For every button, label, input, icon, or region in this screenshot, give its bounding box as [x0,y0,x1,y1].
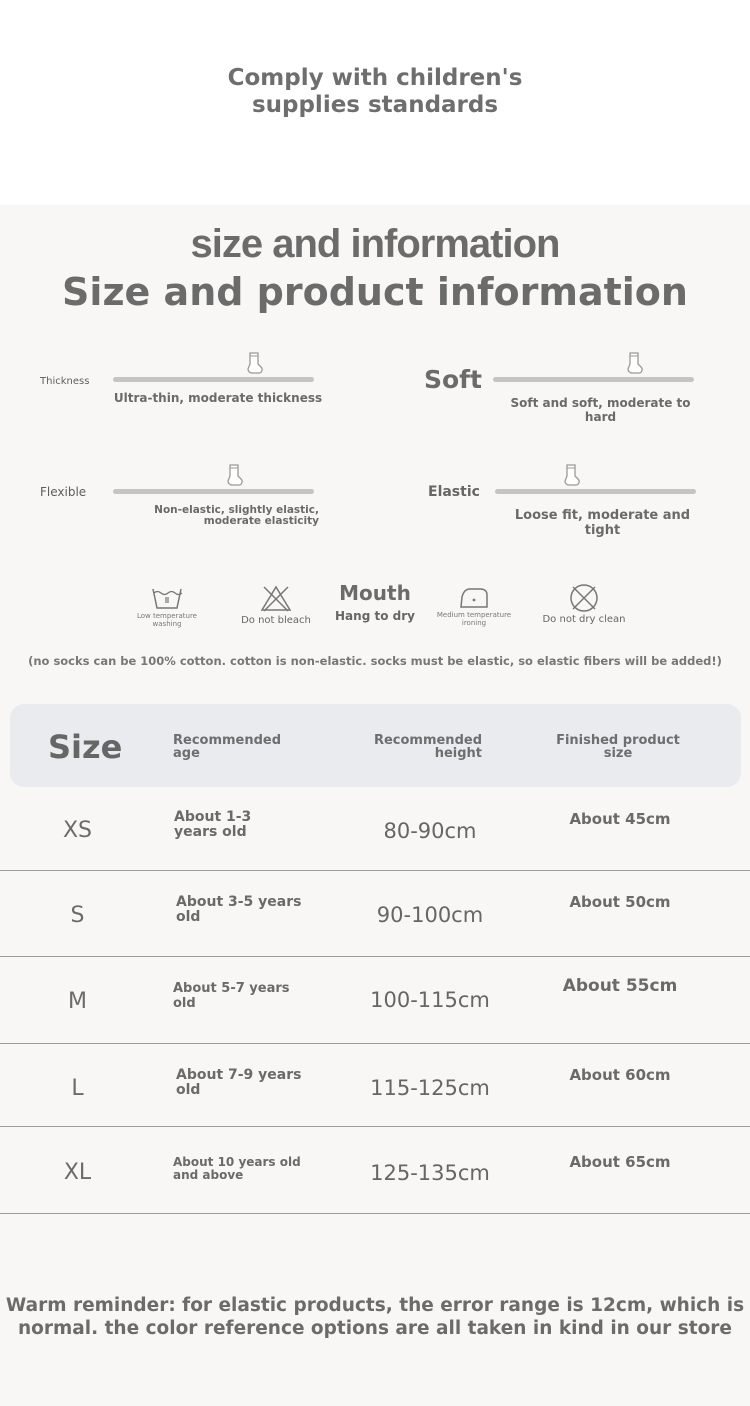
mouth-subtitle: Hang to dry [335,609,415,623]
section-title-large: Size and product information [62,270,688,314]
row-height: 90-100cm [376,903,484,927]
row-finished: About 50cm [569,893,671,911]
table-row [0,1127,750,1214]
cotton-note: (no socks can be 100% cotton. cotton is non-elastic. socks must be elastic, so elastic fibers will be added!) [28,654,722,668]
soft-bar [493,377,694,382]
sock-icon [558,463,584,489]
flexible-caption: Non-elastic, slightly elastic, moderate elasticity [154,504,319,527]
table-row [0,788,750,871]
row-height: 100-115cm [370,988,490,1012]
mouth-title: Mouth [339,581,411,605]
wash-label: Low temperature washing [136,612,197,628]
row-divider [0,1213,750,1214]
row-age: About 5-7 years old [173,981,290,1011]
row-size: L [71,1076,84,1101]
row-finished: About 65cm [569,1153,671,1171]
no-dry-clean-icon [568,582,600,614]
thickness-label: Thickness [40,376,90,387]
dryclean-label: Do not dry clean [542,614,626,625]
soft-caption: Soft and soft, moderate to hard [510,396,691,424]
sock-icon [221,463,247,489]
row-finished: About 60cm [569,1066,671,1084]
elastic-bar [495,489,696,494]
care-wash [133,584,201,628]
header-size: Size [48,728,123,766]
iron-label: Medium temperature ironing [436,611,512,627]
sock-icon [621,351,647,377]
bleach-label: Do not bleach [241,615,311,626]
header-age: Recommended age [173,733,282,761]
sock-icon [241,351,267,377]
row-size: XS [62,818,93,843]
row-age: About 1-3 years old [174,809,252,840]
care-bleach [238,584,314,626]
row-age: About 3-5 years old [176,894,302,925]
row-height: 115-125cm [370,1076,490,1100]
header-height: Recommended height [373,733,482,761]
section-title-small: size and information [190,222,560,266]
elastic-caption: Loose fit, moderate and tight [514,508,691,538]
header-banner [0,0,750,205]
thickness-bar [113,377,314,382]
flexible-bar [113,489,314,494]
care-mouth [330,581,420,623]
flexible-label: Flexible [40,485,87,499]
row-size: S [70,903,85,928]
table-row [0,957,750,1044]
soft-label: Soft [424,365,483,394]
standards-title: Comply with children's supplies standards [227,65,523,118]
care-iron [436,585,512,627]
no-bleach-icon [260,584,292,612]
care-dryclean [538,582,630,625]
row-finished: About 45cm [569,810,671,828]
table-row [0,871,750,957]
row-age: About 7-9 years old [176,1067,302,1098]
wash-tub-icon [150,584,184,612]
row-size: M [68,989,87,1014]
iron-icon [458,585,490,611]
row-size: XL [63,1160,92,1185]
table-row [0,1044,750,1127]
warm-reminder: Warm reminder: for elastic products, the error range is 12cm, which is normal. the color reference options are all taken in kind in our store [5,1295,745,1339]
thickness-caption: Ultra-thin, moderate thickness [113,391,323,405]
row-height: 125-135cm [370,1161,490,1185]
header-finished: Finished product size [556,733,680,761]
elastic-label: Elastic [428,484,480,500]
row-height: 80-90cm [383,819,477,843]
row-finished: About 55cm [562,976,678,996]
row-age: About 10 years old and above [173,1155,301,1182]
